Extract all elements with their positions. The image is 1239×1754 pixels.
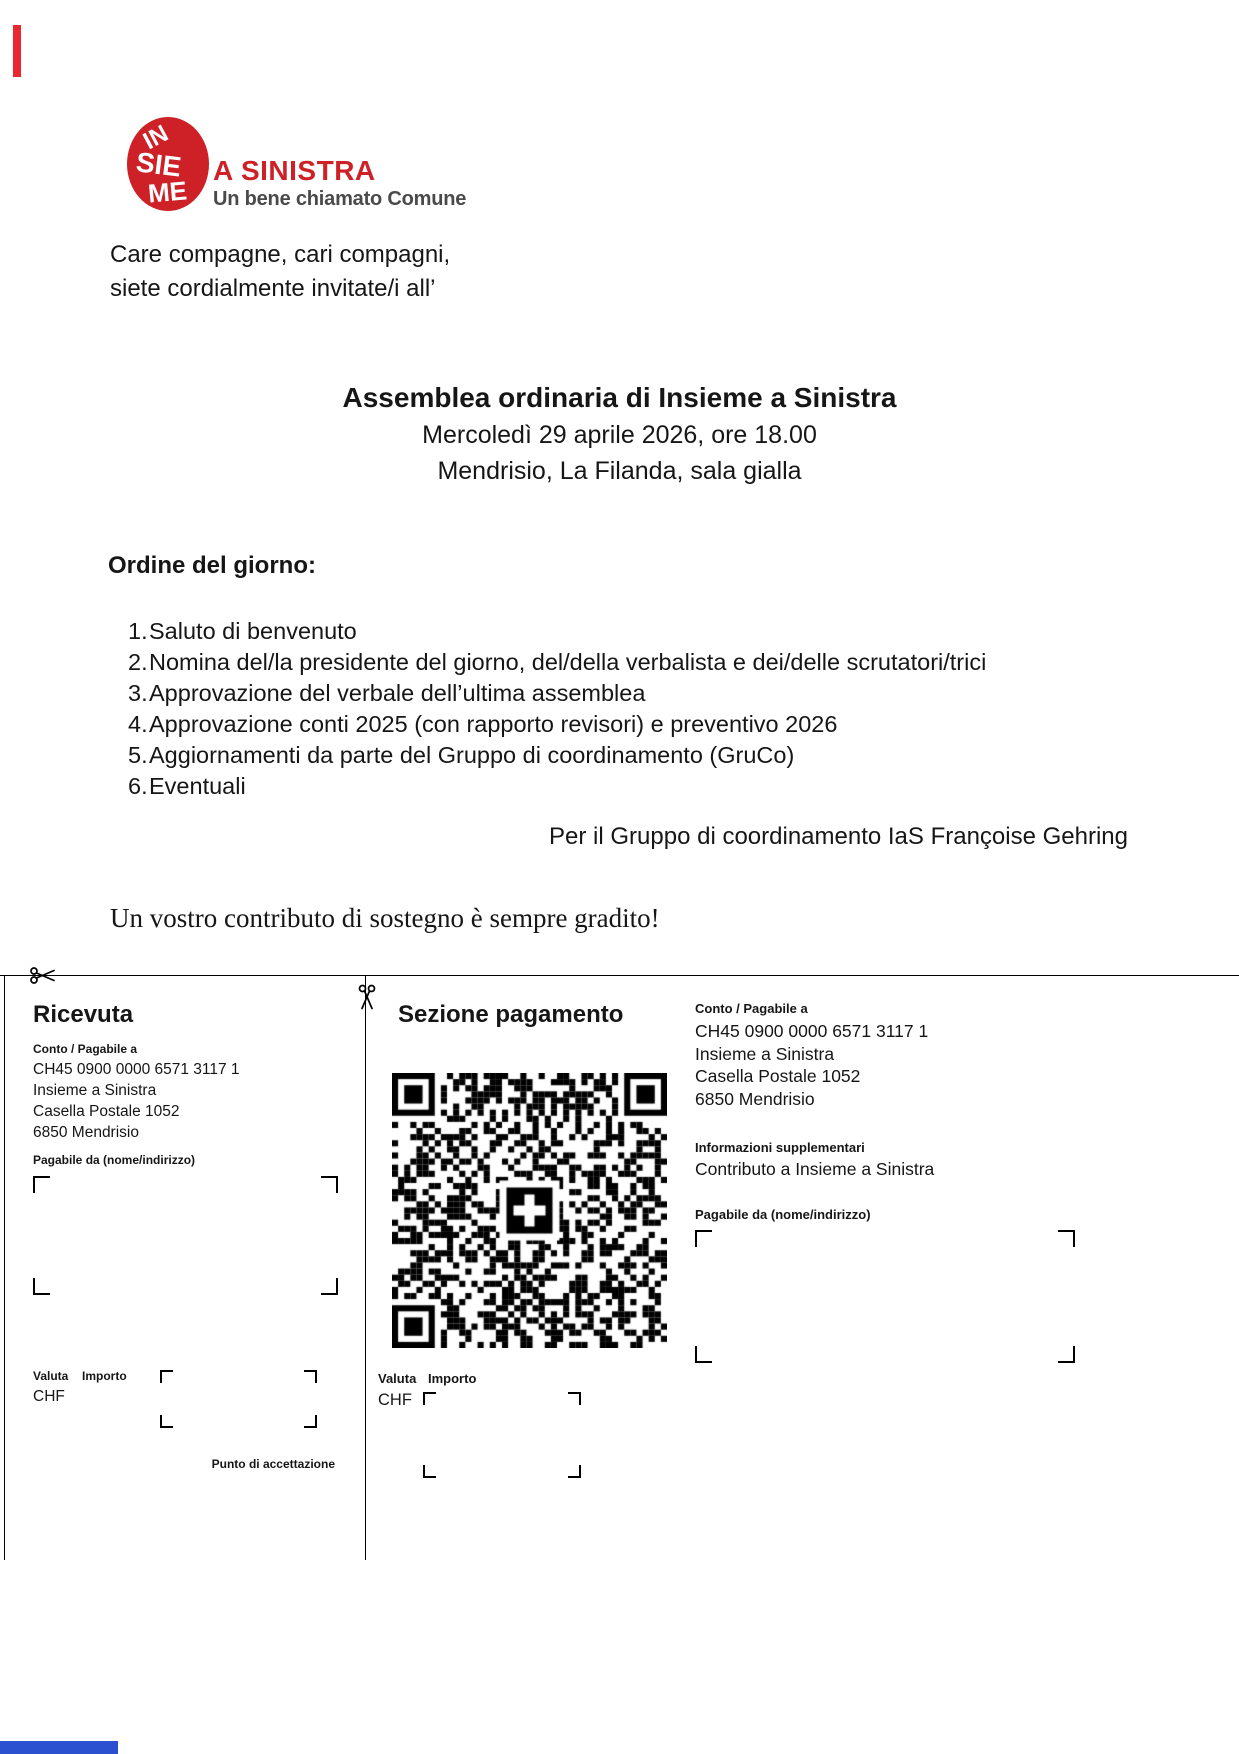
receipt-creditor-address: Casella Postale 1052: [33, 1103, 180, 1120]
insieme-logo: [127, 117, 209, 211]
logo-letters-row2: SIE: [134, 146, 183, 183]
payment-info-label: Informazioni supplementari: [695, 1140, 865, 1155]
payment-currency-value: CHF: [378, 1391, 412, 1409]
corner-mark: [423, 1465, 436, 1478]
payment-iban: CH45 0900 0000 6571 3117 1: [695, 1021, 929, 1041]
payment-creditor-name: Insieme a Sinistra: [695, 1043, 835, 1064]
scissors-icon-vertical: [358, 985, 377, 1011]
payment-amount-label: Importo: [428, 1371, 477, 1386]
payment-currency-label: Valuta: [378, 1371, 417, 1386]
receipt-creditor-name: Insieme a Sinistra: [33, 1082, 157, 1099]
agenda-text: Approvazione conti 2025 (con rapporto revisori) e preventivo 2026: [149, 711, 838, 737]
agenda-number: 1.: [128, 618, 148, 644]
agenda-text: Eventuali: [149, 773, 246, 799]
payment-amount-field: [423, 1392, 581, 1478]
corner-mark: [160, 1415, 173, 1428]
payment-info-value: Contributo a Insieme a Sinistra: [695, 1159, 935, 1179]
receipt-account-block: [33, 1059, 240, 1143]
agenda-text: Aggiornamenti da parte del Gruppo di coordinamento (GruCo): [149, 742, 795, 768]
salutation-line1: Care compagne, cari compagni,: [110, 241, 451, 268]
receipt-amount-label: Importo: [82, 1369, 127, 1383]
payment-account-block: [695, 1020, 928, 1110]
agenda-number: 3.: [128, 680, 148, 706]
agenda-number: 6.: [128, 773, 148, 799]
scan-artifact-blue: [0, 1741, 118, 1754]
agenda-item-1: [128, 618, 357, 645]
agenda-text: Nomina del/la presidente del giorno, del/della verbalista e dei/delle scrutatori/trici: [149, 649, 987, 675]
corner-mark: [695, 1346, 712, 1363]
scan-artifact-red: [13, 25, 21, 77]
agenda-number: 4.: [128, 711, 148, 737]
agenda-item-6: [128, 773, 246, 800]
receipt-heading: Ricevuta: [33, 1001, 134, 1028]
receipt-acceptance-label: Punto di accettazione: [211, 1457, 335, 1471]
logo-letters-row3: ME: [146, 175, 189, 209]
corner-mark: [304, 1370, 317, 1383]
corner-mark: [568, 1392, 581, 1405]
corner-mark: [1058, 1346, 1075, 1363]
agenda-heading: Ordine del giorno:: [108, 552, 316, 579]
agenda-item-2: [128, 649, 986, 676]
corner-mark: [160, 1370, 173, 1383]
receipt-amount-field: [160, 1370, 317, 1428]
logo-letters-row1: IN: [138, 120, 173, 156]
agenda-number: 5.: [128, 742, 148, 768]
agenda-item-5: [128, 742, 794, 769]
corner-mark: [568, 1465, 581, 1478]
slip-left-border: [4, 975, 5, 1560]
corner-mark: [695, 1230, 712, 1247]
payment-payable-by-label: Pagabile da (nome/indirizzo): [695, 1207, 871, 1222]
payment-debtor-field: [695, 1230, 1075, 1363]
agenda-text: Saluto di benvenuto: [149, 618, 357, 644]
signature-line: Per il Gruppo di coordinamento IaS Françoise Gehring: [549, 823, 1128, 850]
corner-mark: [321, 1278, 338, 1295]
agenda-number: 2.: [128, 649, 148, 675]
receipt-iban: CH45 0900 0000 6571 3117 1: [33, 1061, 240, 1078]
receipt-account-label: Conto / Pagabile a: [33, 1042, 138, 1056]
payment-heading: Sezione pagamento: [398, 1001, 624, 1028]
corner-mark: [33, 1278, 50, 1295]
payment-creditor-city: 6850 Mendrisio: [695, 1088, 815, 1109]
swiss-qr-code: [392, 1073, 667, 1348]
payment-creditor-address: Casella Postale 1052: [695, 1066, 861, 1086]
receipt-creditor-city: 6850 Mendrisio: [33, 1124, 139, 1141]
scissors-icon: [30, 966, 56, 985]
corner-mark: [33, 1176, 50, 1193]
corner-mark: [321, 1176, 338, 1193]
slip-divider-line: [365, 975, 366, 1560]
agenda-text: Approvazione del verbale dell’ultima assemblea: [149, 680, 646, 706]
receipt-payable-by-label: Pagabile da (nome/indirizzo): [33, 1153, 196, 1167]
logo-brand-text: A SINISTRA: [213, 155, 376, 186]
cut-line-horizontal: [0, 975, 1239, 976]
assembly-datetime: Mercoledì 29 aprile 2026, ore 18.00: [422, 421, 817, 449]
support-note: Un vostro contributo di sostegno è sempre gradito!: [110, 903, 660, 933]
salutation-line2: siete cordialmente invitate/i all’: [110, 275, 436, 302]
agenda-item-3: [128, 680, 645, 707]
receipt-debtor-field: [33, 1176, 338, 1295]
corner-mark: [1058, 1230, 1075, 1247]
receipt-currency-value: CHF: [33, 1388, 65, 1405]
receipt-currency-label: Valuta: [33, 1369, 69, 1383]
agenda-item-4: [128, 711, 837, 738]
logo-tagline: Un bene chiamato Comune: [213, 188, 467, 210]
corner-mark: [304, 1415, 317, 1428]
assembly-title: Assemblea ordinaria di Insieme a Sinistra: [342, 382, 897, 413]
payment-account-label: Conto / Pagabile a: [695, 1001, 808, 1016]
corner-mark: [423, 1392, 436, 1405]
assembly-location: Mendrisio, La Filanda, sala gialla: [437, 457, 802, 485]
